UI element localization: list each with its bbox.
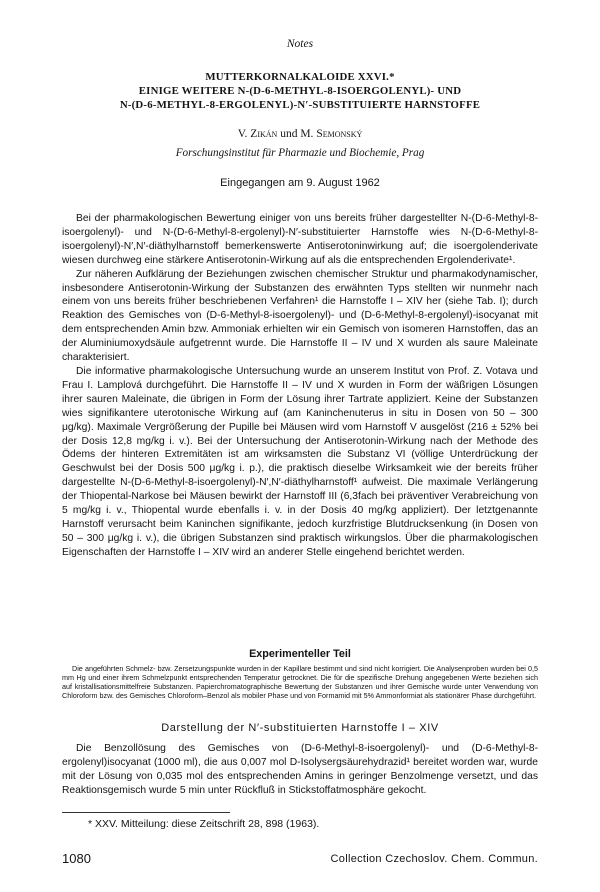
- title-line-3: N-(D-6-METHYL-8-ERGOLENYL)-N′-SUBSTITUIERTE HARNSTOFFE: [119, 99, 481, 111]
- received-date: Eingegangen am 9. August 1962: [220, 177, 380, 189]
- title-line-2: EINIGE WEITERE N-(D-6-METHYL-8-ISOERGOLENYL)- UND: [138, 85, 462, 97]
- author-2-surname: Semonský: [316, 128, 363, 140]
- journal-name: Collection Czechoslov. Chem. Commun.: [330, 853, 538, 865]
- experimental-text: [62, 742, 538, 798]
- section-header: Notes: [286, 38, 314, 50]
- page-number: 1080: [62, 851, 91, 866]
- paragraph-2: Zur näheren Aufklärung der Beziehungen zwischen chemischer Struktur und pharmakodynamischer, insbesondere Antiserotonin-Wirkung der Substanzen des erwähnten Typs stellten wir nunmehr nach einem von uns bereits früher beschriebenen Verfahren¹ die Harnstoffe I – XIV her (siehe Tab. I); durch Reaktion des Gemisches von (D-6-Methyl-8-isoergolenyl)- und (D-6-Methyl-8-ergolenyl)-isocyanat mit dem entsprechenden Amin bzw. Ammoniak erhielten wir ein Gemisch von isomeren Harnstoffen, das an der Aluminiumoxydsäule aufgetrennt wurde. Die Harnstoffe II – IV und X wurden als saure Maleinate charakterisiert.: [62, 268, 538, 364]
- introduction-text: [62, 212, 538, 560]
- methods-note: [62, 665, 538, 701]
- experimental-subheading: Darstellung der N′-substituierten Harnstoffe I – XIV: [161, 722, 439, 734]
- institute: Forschungsinstitut für Pharmazie und Biochemie, Prag: [175, 147, 425, 159]
- footnote: * XXV. Mitteilung: diese Zeitschrift 28, 898 (1963).: [88, 818, 320, 830]
- author-1-initial: V.: [237, 128, 251, 140]
- experimental-heading: Experimenteller Teil: [249, 648, 351, 660]
- paragraph-1: Bei der pharmakologischen Bewertung einiger von uns bereits früher dargestellter N-(D-6-Methyl-8-isoergolenyl)- und N-(D-6-Methyl-8-ergolenyl)-N′-substituierter Harnstoffe wies N-(D-6-Methyl-8-isoergolenyl)-N′,N′-diäthylharnstoff bemerkenswerte Antiserotoninwirkung auf; die isoergolenderivate wiesen durchweg eine stärkere Antiserotonin-Wirkung auf als die entsprechenden Ergolenderivate¹.: [62, 213, 538, 266]
- paragraph-3: Die informative pharmakologische Untersuchung wurde an unserem Institut von Prof. Z. Votava und Frau I. Lamplová durchgeführt. Die Harnstoffe II – IV und X wurden in Form der wäßrigen Lösungen ihrer sauren Maleinate, die übrigen in Form der Lösung ihrer Tartrate appliziert. Keine der Substanzen wies signifikantere uterotonische Wirkung auf (am Kaninchenuterus in situ in Dosen von 50 – 300 μg/kg). Maximale Vergrößerung der Pupille bei Mäusen wird vom Harnstoff V ausgelöst (216 ± 52% bei der Dosis 12,8 mg/kg i. v.). Bei der Untersuchung der Antiserotonin-Wirkung nach der Methode des Ödems der hinteren Extremitäten ist am wirksamsten die Substanz VI (völlige Unterdrückung der Geschwulst bei der Dosis 500 μg/kg i. p.), die praktisch dieselbe Wirksamkeit wie der bereits früher dargestellte N-(D-6-Methyl-8-isoergolenyl)-N′,N′-diäthylharnstoff¹ aufweist. Die maximale Verlängerung der Thiopental-Narkose bei Mäusen bewirkt der Harnstoff III (6,3fach bei präventiver Verabreichung von 5 mg/kg i. v., Thiopental wurde ebenfalls i. v. in der Dosis 40 mg/kg appliziert). Der letztgenannte Harnstoff verursacht beim Kaninchen signifikante, jedoch kurzfristige Blutdrucksenkung (in Dosen von 50 – 300 μg/kg i. v.), die übrigen Substanzen sind praktisch wirkungslos. Über die pharmakologischen Eigenschaften der Harnstoffe I – XIV wird an anderer Stelle eingehend berichtet werden.: [62, 365, 538, 558]
- title-line-1: MUTTERKORNALKALOIDE XXVI.*: [205, 71, 395, 83]
- experimental-paragraph: Die Benzollösung des Gemisches von (D-6-Methyl-8-isoergolenyl)- und (D-6-Methyl-8-ergolenyl)isocyanat (1000 ml), die aus 0,007 mol D-Isolysergsäurehydrazid¹ bereitet worden war, wurde mit der Lösung von 0,035 mol des entsprechenden Amins in geringer Benzolmenge versetzt, und das Reaktionsgemisch wurde 5 min unter Rückfluß in Stickstoffatmosphäre gekocht.: [62, 743, 538, 796]
- footnote-rule: [62, 812, 230, 813]
- methods-note-text: Die angeführten Schmelz- bzw. Zersetzungspunkte wurden in der Kapillare bestimmt und sind nicht korrigiert. Die Analysenproben wurden bei 0,5 mm Hg und einer ihrem Schmelzpunkt entsprechenden Temperatur getrocknet. Die für die spezifische Drehung angegebenen Werte beziehen sich auf kristallisationsmittelfreie Substanzen. Papierchromatographische Bewertung der Substanzen und ihrer Gemische wurde unter Verwendung von Chloroform bzw. des Gemisches Chloroform–Benzol als mobiler Phase und von Formamid mit 5% Ammonformiat als stationärer Phase durchgeführt.: [62, 664, 538, 700]
- authors: [0, 128, 600, 140]
- article-title: [40, 70, 560, 112]
- author-connector: und M.: [277, 128, 317, 140]
- author-1-surname: Zikán: [250, 128, 278, 140]
